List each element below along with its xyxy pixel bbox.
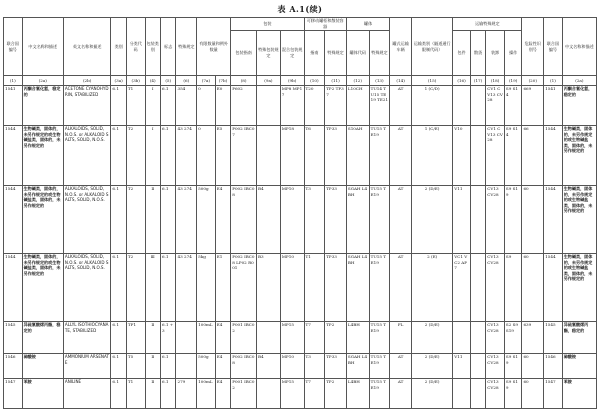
table-cell: 66 [522,126,544,186]
header-cell: 中文名称和描述 [22,18,63,76]
table-cell: E4 [215,322,230,354]
header-cell: 罐体代码 [346,31,369,76]
table-cell: Ⅱ [145,186,160,254]
column-number-cell: (5) [160,76,175,86]
table-cell: 1546 [544,354,563,379]
table-body [4,86,597,409]
table-cell: 6.1 [160,126,175,186]
table-cell: 100mL [197,379,216,409]
table-cell: VC1 VC2 AP7 [453,254,471,322]
header-cell: 标志 [160,18,175,76]
table-cell [176,354,197,379]
table-cell: 1544 [544,254,563,322]
table-cell: MP10 [280,186,304,254]
column-number-cell: (16) [453,76,471,86]
column-number-cell: (8) [231,76,257,86]
table-cell: TF1 [126,322,145,354]
table-cell [470,86,485,126]
column-number-cell: (1) [4,76,23,86]
table-cell: Ⅱ [145,354,160,379]
table-cell [257,86,281,126]
table-cell: 6.1 +3 [160,322,175,354]
header-cell: 散货 [470,31,485,76]
table-cell: CV13 CV28 [486,322,505,354]
table-cell: E1 [215,254,230,322]
table-cell: 100mL [197,322,216,354]
table-cell: 1541 [544,86,563,126]
table-cell: E0 [215,86,230,126]
column-number-cell: (1) [544,76,563,86]
table-row [4,86,597,126]
table-cell: T1 [126,86,145,126]
table-cell: 6.1 [111,322,126,354]
dangerous-goods-table [3,17,597,409]
table-cell: 43 274 [176,126,197,186]
table-cell: T5 [126,354,145,379]
column-number-row [4,76,597,86]
table-cell: T6 [304,126,325,186]
table-cell: 43 274 [176,186,197,254]
table-cell: 500g [197,354,216,379]
table-cell: 2 (D/E) [411,354,452,379]
header-cell: 特殊包装规定 [257,31,281,76]
header-cell: 混合包装规定 [280,31,304,76]
table-cell: 6.1 [160,186,175,254]
table-cell [470,126,485,186]
table-cell: 苯胺 [22,379,63,409]
table-cell: T7 [304,322,325,354]
table-cell: SGAH L4BH [346,254,369,322]
table-cell: TU15 TE19 [369,322,390,354]
column-number-cell: (9a) [257,76,281,86]
table-cell: TP2 [325,379,347,409]
table-cell: V11 [453,354,471,379]
header-cell: 罐式运输车辆 [390,18,412,76]
table-cell: 6.1 [111,379,126,409]
table-cell: 苯胺 [562,379,596,409]
table-cell: 生物碱类，固体的，未另作规定的或生物碱盐类，固体的，未另作规定的 [562,186,596,254]
table-cell: 354 [176,86,197,126]
table-cell: TP33 [325,126,347,186]
header-cell: 类别 [111,18,126,76]
column-number-cell: (3b) [126,76,145,86]
column-number-cell: (18) [486,76,505,86]
table-cell: TU15 TE19 [369,379,390,409]
table-cell: 6.1 [160,86,175,126]
table-cell: 1544 [4,186,23,254]
table-cell: 1544 [4,254,23,322]
table-cell: B3 [257,254,281,322]
table-cell: S9 S14 [504,86,522,126]
table-cell: 1541 [4,86,23,126]
table-cell: 丙酮合氰化氢，稳定的 [22,86,63,126]
column-number-cell: (10) [304,76,325,86]
table-cell: TU15 TE19 [369,354,390,379]
column-number-cell: (13) [369,76,390,86]
table-cell [453,86,471,126]
column-number-cell: (11) [325,76,347,86]
header-cell: 特殊规定 [176,18,197,76]
table-cell: T1 [126,379,145,409]
table-cell: 0 [197,126,216,186]
table-cell: 669 [522,86,544,126]
table-cell: TP2 TP37 [325,86,347,126]
column-number-cell: (17) [470,76,485,86]
column-number-cell: (7a) [197,76,216,86]
column-number-cell: (2a) [22,76,63,86]
table-cell: E4 [215,354,230,379]
table-cell: 43 274 [176,254,197,322]
table-row [4,354,597,379]
table-cell: ANILINE [63,379,111,409]
table-cell: MP15 [280,322,304,354]
table-cell: 60 [522,254,544,322]
table-cell: 1546 [4,354,23,379]
table-cell [470,354,485,379]
table-cell: 6.1 [111,186,126,254]
table-cell: P002 IBC08 [231,186,257,254]
table-cell: 60 [522,186,544,254]
table-cell [470,379,485,409]
table-cell: ALKALOIDS, SOLID, N.O.S. or ALKALOID SALTS, SOLID, N.O.S. [63,126,111,186]
table-cell: P002 IBC07 [231,126,257,186]
header-cell: 有限数量和例外数量 [197,18,231,76]
table-cell: TU15 TE19 [369,126,390,186]
table-cell: 5kg [197,254,216,322]
table-cell: L10CH [346,86,369,126]
table-cell: T3 [304,354,325,379]
table-cell: ACETONE CYANOHYDRIN, STABILIZED [63,86,111,126]
table-cell: 异硫氰酸烯丙酯，稳定的 [22,322,63,354]
table-cell: 1 (C/D) [411,86,452,126]
table-cell: 1545 [4,322,23,354]
column-number-cell: (3a) [111,76,126,86]
table-cell: S9 [504,254,522,322]
table-cell: AT [390,126,412,186]
header-cell: 包装类别 [145,18,160,76]
column-number-cell: (12) [346,76,369,86]
table-cell [257,379,281,409]
table-cell: CV1 CV13 CV28 [486,86,505,126]
table-cell: 2 (D/E) [411,186,452,254]
header-cell: 分类代码 [126,18,145,76]
table-cell: TU15 TE19 [369,254,390,322]
table-cell: S9 S19 [504,186,522,254]
header-cell: 联合国编号 [4,18,23,76]
table-cell: 砷酸铵 [22,354,63,379]
table-cell: T3 [304,186,325,254]
table-cell: E4 [215,379,230,409]
header-cell: 操作 [504,31,522,76]
table-cell [257,322,281,354]
table-cell: 1544 [544,126,563,186]
table-cell: P002 IBC08 LP02 R001 [231,254,257,322]
table-cell: T2 [126,254,145,322]
table-cell: 6.1 [111,254,126,322]
table-cell: 6.1 [111,354,126,379]
table-cell: Ⅱ [145,379,160,409]
table-cell: 639 [522,322,544,354]
table-cell: 1 (C/E) [411,126,452,186]
column-number-cell: (2b) [63,76,111,86]
header-cell: 包件 [453,31,471,76]
table-cell [470,186,485,254]
table-row [4,186,597,254]
table-cell: 丙酮合氰化氢，稳定的 [562,86,596,126]
table-cell: 1547 [4,379,23,409]
table-cell: 500g [197,186,216,254]
table-cell: AT [390,379,412,409]
table-cell: TP33 [325,254,347,322]
table-cell: TP33 [325,354,347,379]
table-cell: B4 [257,186,281,254]
table-cell: SGAH L4BH [346,186,369,254]
table-cell: 2 (D/E) [411,322,452,354]
table-cell: E4 [215,186,230,254]
table-cell: CV1 CV13 CV28 [486,126,505,186]
header-cell: 包装指南 [231,31,257,76]
table-cell: 6.1 [160,254,175,322]
table-cell: L4BH [346,379,369,409]
table-cell: T20 [304,86,325,126]
table-cell: ALLYL ISOTHIOCYANATE, STABILIZED [63,322,111,354]
table-cell: MP10 [280,254,304,322]
table-cell: Ⅲ [145,254,160,322]
table-cell: TU15 TE19 [369,186,390,254]
table-cell: 生物碱类，固体的，未另作规定的或生物碱盐类，固体的，未另作规定的 [22,126,63,186]
table-cell: AT [390,354,412,379]
column-number-cell: (4) [145,76,160,86]
table-cell: 生物碱类，固体的，未另作规定的或生物碱盐类，固体的，未另作规定的 [22,254,63,322]
table-cell: AMMONIUM ARSENATE [63,354,111,379]
header-cell: 特殊规定 [369,31,390,76]
table-cell: MP15 [280,379,304,409]
table-cell: S9 S19 [504,354,522,379]
table-cell: 生物碱类，固体的，未另作规定的或生物碱盐类，固体的，未另作规定的 [22,186,63,254]
header-cell: 装卸 [486,31,505,76]
table-cell: 1544 [4,126,23,186]
table-cell: 6.1 [160,379,175,409]
table-cell: S10AH [346,126,369,186]
table-cell: CV13 CV28 [486,354,505,379]
table-cell [453,322,471,354]
table-cell: 0 [197,86,216,126]
header-cell: 危险性识别号 [522,18,544,76]
column-number-cell: (15) [411,76,452,86]
table-row [4,254,597,322]
table-cell [470,254,485,322]
table-row [4,126,597,186]
header-group-special-provisions: 运输特殊规定 [453,18,522,31]
table-cell: E5 [215,126,230,186]
table-cell: 6.1 [160,354,175,379]
header-group-tank-container: 可移动罐柜和散装容器 [304,18,346,31]
header-cell: 英文名称和描述 [63,18,111,76]
table-cell [470,322,485,354]
table-cell: ALKALOIDS, SOLID, N.O.S. or ALKALOID SALTS, SOLID, N.O.S. [63,254,111,322]
table-cell: L4BH [346,322,369,354]
table-cell: 60 [522,354,544,379]
table-cell: V11 [453,186,471,254]
table-cell: S9 S14 [504,126,522,186]
header-group-tank: 罐体 [346,18,389,31]
header-cell: 指南 [304,31,325,76]
table-cell: 1545 [544,322,563,354]
table-cell: Ⅰ [145,126,160,186]
header-group-packing: 包装 [231,18,304,31]
table-cell: 2 (E) [411,254,452,322]
table-cell: P001 IBC02 [231,322,257,354]
header-group-row [4,18,597,31]
table-cell: MP10 [280,354,304,379]
table-cell: 60 [522,379,544,409]
table-cell: TP2 [325,322,347,354]
table-cell: T1 [304,254,325,322]
table-cell: 1547 [544,379,563,409]
table-cell: P001 IBC02 [231,379,257,409]
header-cell: 中文名称和描述 [562,18,596,76]
table-cell: 1544 [544,186,563,254]
table-cell: SGAH L4BH [346,354,369,379]
table-cell: 生物碱类，固体的，未另作规定的或生物碱盐类，固体的，未另作规定的 [562,254,596,322]
column-number-cell: (2a) [562,76,596,86]
table-cell: MP8 MP17 [280,86,304,126]
table-cell: 6.1 [111,86,126,126]
column-number-cell: (19) [504,76,522,86]
table-cell: TU14 TU15 TE19 TE21 [369,86,390,126]
table-cell: CV13 CV28 [486,186,505,254]
table-row [4,379,597,409]
table-cell: 2 (D/E) [411,379,452,409]
table-cell: P602 [231,86,257,126]
column-number-cell: (14) [390,76,412,86]
table-title: 表 A.1(续) [277,4,323,14]
header-cell: 联合国编号 [544,18,563,76]
table-cell: 生物碱类，固体的，未另作规定的或生物碱盐类，固体的，未另作规定的 [562,126,596,186]
table-cell: ALKALOIDS, SOLID, N.O.S. or ALKALOID SALTS, SOLID, N.O.S. [63,186,111,254]
table-cell: TP33 [325,186,347,254]
table-cell: MP18 [280,126,304,186]
header-cell: 运输类别（隧道通行限制代码） [411,18,452,76]
column-number-cell: (6) [176,76,197,86]
table-row [4,322,597,354]
table-cell: T2 [126,126,145,186]
table-cell: V10 [453,126,471,186]
table-cell: Ⅰ [145,86,160,126]
table-cell: 279 [176,379,197,409]
table-cell: Ⅱ [145,322,160,354]
table-cell: AT [390,186,412,254]
table-cell: FL [390,322,412,354]
table-cell [453,379,471,409]
table-cell: T7 [304,379,325,409]
table-cell: AT [390,86,412,126]
header-cell: 特殊规定 [325,31,347,76]
table-cell: T2 [126,186,145,254]
table-cell: 砷酸铵 [562,354,596,379]
table-cell: S2 S9 S19 [504,322,522,354]
table-cell: S9 S19 [504,379,522,409]
column-number-cell: (20) [522,76,544,86]
table-cell [257,126,281,186]
column-number-cell: (9b) [280,76,304,86]
column-number-cell: (7b) [215,76,230,86]
table-cell: 异硫氰酸烯丙酯，稳定的 [562,322,596,354]
table-cell: P002 IBC08 [231,354,257,379]
table-cell [176,322,197,354]
table-cell: CV13 CV28 [486,379,505,409]
table-cell: CV13 CV28 [486,254,505,322]
table-cell: B4 [257,354,281,379]
table-cell: 6.1 [111,126,126,186]
table-cell: AT [390,254,412,322]
